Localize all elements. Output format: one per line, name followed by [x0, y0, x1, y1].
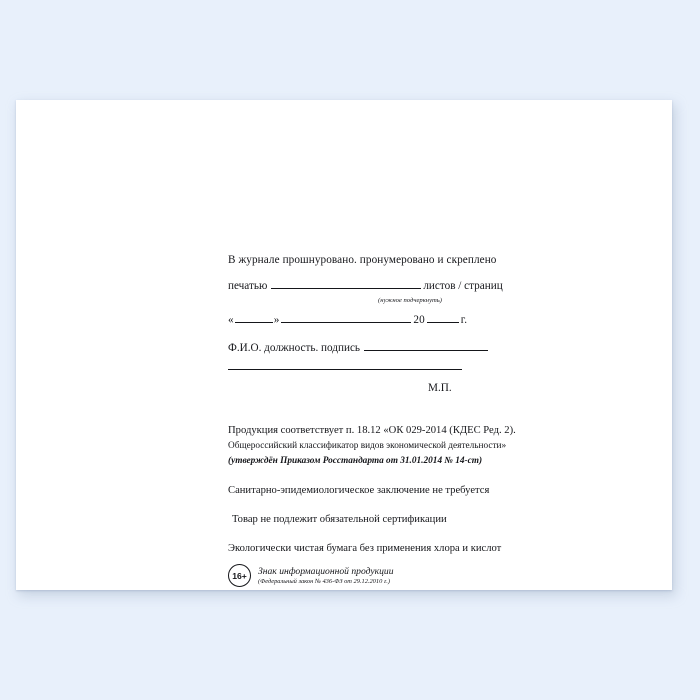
eco-paper-note: Экологически чистая бумага без применения хлора и кислот	[228, 542, 502, 554]
year-prefix: 20	[413, 313, 425, 326]
age-rating-icon: 16+	[228, 564, 251, 587]
seal-label: печатью	[228, 280, 268, 293]
day-fill-line[interactable]	[235, 312, 273, 323]
document-page	[16, 100, 672, 590]
age-mark-block	[228, 564, 628, 587]
conformity-line-3: (утверждён Приказом Росстандарта от 31.01.2014 № 14-ст)	[228, 455, 483, 466]
conformity-block	[228, 423, 628, 556]
conformity-line-1: Продукция соответствует п. 18.12 «ОК 029-2014 (КДЕС Ред. 2).	[228, 425, 516, 437]
journal-heading: В журнале прошнуровано. пронумеровано и скреплено	[228, 254, 497, 266]
date-quote-open: «	[228, 313, 234, 326]
seal-row	[228, 278, 628, 295]
fio-second-line[interactable]	[228, 368, 462, 370]
mp-label: М.П.	[428, 381, 452, 394]
age-mark-text	[258, 566, 394, 586]
journal-statement-block	[228, 252, 628, 397]
date-row	[228, 312, 628, 329]
year-fill-line[interactable]	[427, 312, 459, 323]
certification-note: Товар не подлежит обязательной сертификации	[232, 513, 447, 525]
document-content	[228, 252, 628, 587]
sanitary-note: Санитарно-эпидемиологическое заключение не требуется	[228, 484, 490, 496]
age-mark-title: Знак информационной продукции	[258, 565, 394, 577]
fio-row	[228, 340, 628, 357]
underline-note: (нужное подчеркнуть)	[378, 296, 442, 304]
fio-label: Ф.И.О. должность. подпись	[228, 342, 361, 355]
age-mark-subtitle: (Федеральный закон № 436-ФЗ от 29.12.2010 г.)	[258, 577, 391, 585]
fio-fill-line[interactable]	[364, 340, 488, 351]
month-fill-line[interactable]	[281, 312, 411, 323]
seal-fill-line[interactable]	[271, 278, 421, 289]
conformity-line-2: Общероссийский классификатор видов экономической деятельности»	[228, 440, 507, 451]
sheets-label: листов / страниц	[423, 280, 503, 293]
date-quote-close: »	[273, 313, 280, 326]
year-suffix: г.	[460, 313, 468, 326]
